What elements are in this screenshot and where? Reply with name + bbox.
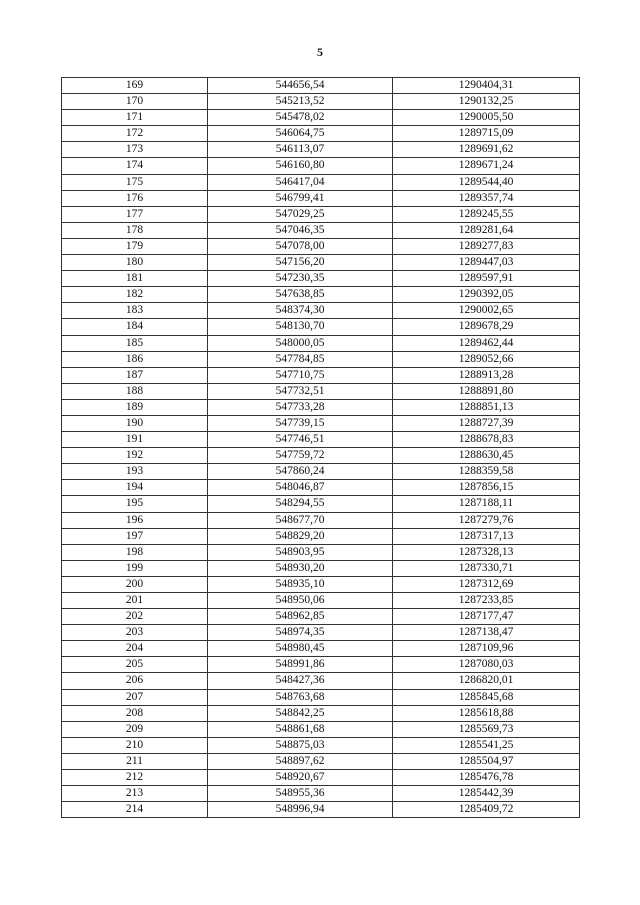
x-coordinate-cell: 547710,75: [208, 367, 393, 383]
point-number-cell: 192: [62, 448, 208, 464]
table-row: [62, 351, 580, 367]
point-number-cell: 191: [62, 432, 208, 448]
table-row: [62, 786, 580, 802]
table-row: [62, 303, 580, 319]
y-coordinate-cell: 1287177,47: [393, 609, 580, 625]
table-row: [62, 271, 580, 287]
x-coordinate-cell: 547739,15: [208, 415, 393, 431]
table-row: [62, 496, 580, 512]
coordinates-table: [61, 77, 580, 818]
table-row: [62, 319, 580, 335]
y-coordinate-cell: 1287109,96: [393, 641, 580, 657]
point-number-cell: 202: [62, 609, 208, 625]
y-coordinate-cell: 1285409,72: [393, 802, 580, 818]
table-row: [62, 737, 580, 753]
x-coordinate-cell: 548930,20: [208, 560, 393, 576]
x-coordinate-cell: 548763,68: [208, 689, 393, 705]
x-coordinate-cell: 548903,95: [208, 544, 393, 560]
y-coordinate-cell: 1290005,50: [393, 110, 580, 126]
page-number: 5: [317, 45, 323, 59]
y-coordinate-cell: 1287330,71: [393, 560, 580, 576]
point-number-cell: 176: [62, 190, 208, 206]
point-number-cell: 205: [62, 657, 208, 673]
point-number-cell: 170: [62, 94, 208, 110]
x-coordinate-cell: 548294,55: [208, 496, 393, 512]
x-coordinate-cell: 547029,25: [208, 206, 393, 222]
x-coordinate-cell: 547733,28: [208, 399, 393, 415]
point-number-cell: 189: [62, 399, 208, 415]
table-row: [62, 432, 580, 448]
table-row: [62, 399, 580, 415]
x-coordinate-cell: 547156,20: [208, 255, 393, 271]
table-row: [62, 480, 580, 496]
x-coordinate-cell: 546064,75: [208, 126, 393, 142]
point-number-cell: 178: [62, 222, 208, 238]
table-row: [62, 238, 580, 254]
point-number-cell: 193: [62, 464, 208, 480]
y-coordinate-cell: 1287279,76: [393, 512, 580, 528]
y-coordinate-cell: 1288851,13: [393, 399, 580, 415]
x-coordinate-cell: 545213,52: [208, 94, 393, 110]
table-row: [62, 576, 580, 592]
x-coordinate-cell: 548974,35: [208, 625, 393, 641]
y-coordinate-cell: 1285569,73: [393, 721, 580, 737]
point-number-cell: 213: [62, 786, 208, 802]
y-coordinate-cell: 1288727,39: [393, 415, 580, 431]
point-number-cell: 214: [62, 802, 208, 818]
y-coordinate-cell: 1289052,66: [393, 351, 580, 367]
point-number-cell: 171: [62, 110, 208, 126]
table-row: [62, 609, 580, 625]
table-row: [62, 174, 580, 190]
x-coordinate-cell: 546113,07: [208, 142, 393, 158]
x-coordinate-cell: 546417,04: [208, 174, 393, 190]
point-number-cell: 183: [62, 303, 208, 319]
point-number-cell: 180: [62, 255, 208, 271]
x-coordinate-cell: 547638,85: [208, 287, 393, 303]
x-coordinate-cell: 548955,36: [208, 786, 393, 802]
point-number-cell: 175: [62, 174, 208, 190]
point-number-cell: 173: [62, 142, 208, 158]
point-number-cell: 181: [62, 271, 208, 287]
x-coordinate-cell: 547860,24: [208, 464, 393, 480]
x-coordinate-cell: 548980,45: [208, 641, 393, 657]
y-coordinate-cell: 1289544,40: [393, 174, 580, 190]
x-coordinate-cell: 548861,68: [208, 721, 393, 737]
table-row: [62, 721, 580, 737]
table-row: [62, 255, 580, 271]
point-number-cell: 190: [62, 415, 208, 431]
point-number-cell: 195: [62, 496, 208, 512]
point-number-cell: 207: [62, 689, 208, 705]
point-number-cell: 209: [62, 721, 208, 737]
y-coordinate-cell: 1285476,78: [393, 770, 580, 786]
x-coordinate-cell: 547746,51: [208, 432, 393, 448]
table-row: [62, 753, 580, 769]
y-coordinate-cell: 1289277,83: [393, 238, 580, 254]
table-row: [62, 126, 580, 142]
y-coordinate-cell: 1289357,74: [393, 190, 580, 206]
y-coordinate-cell: 1290002,65: [393, 303, 580, 319]
point-number-cell: 198: [62, 544, 208, 560]
point-number-cell: 197: [62, 528, 208, 544]
table-row: [62, 367, 580, 383]
x-coordinate-cell: 547784,85: [208, 351, 393, 367]
x-coordinate-cell: 548677,70: [208, 512, 393, 528]
x-coordinate-cell: 548962,85: [208, 609, 393, 625]
y-coordinate-cell: 1289462,44: [393, 335, 580, 351]
table-row: [62, 222, 580, 238]
point-number-cell: 172: [62, 126, 208, 142]
point-number-cell: 169: [62, 78, 208, 94]
table-row: [62, 802, 580, 818]
table-row: [62, 770, 580, 786]
table-row: [62, 625, 580, 641]
y-coordinate-cell: 1289691,62: [393, 142, 580, 158]
point-number-cell: 204: [62, 641, 208, 657]
y-coordinate-cell: 1287138,47: [393, 625, 580, 641]
x-coordinate-cell: 548935,10: [208, 576, 393, 592]
table-row: [62, 110, 580, 126]
table-row: [62, 287, 580, 303]
y-coordinate-cell: 1290132,25: [393, 94, 580, 110]
x-coordinate-cell: 548427,36: [208, 673, 393, 689]
table-row: [62, 78, 580, 94]
table-row: [62, 335, 580, 351]
y-coordinate-cell: 1290404,31: [393, 78, 580, 94]
table-row: [62, 415, 580, 431]
y-coordinate-cell: 1288891,80: [393, 383, 580, 399]
table-row: [62, 593, 580, 609]
point-number-cell: 199: [62, 560, 208, 576]
table-row: [62, 641, 580, 657]
x-coordinate-cell: 548130,70: [208, 319, 393, 335]
point-number-cell: 200: [62, 576, 208, 592]
x-coordinate-cell: 548897,62: [208, 753, 393, 769]
x-coordinate-cell: 547759,72: [208, 448, 393, 464]
y-coordinate-cell: 1289281,64: [393, 222, 580, 238]
table-row: [62, 544, 580, 560]
y-coordinate-cell: 1285845,68: [393, 689, 580, 705]
table-row: [62, 206, 580, 222]
point-number-cell: 196: [62, 512, 208, 528]
table-row: [62, 673, 580, 689]
x-coordinate-cell: 546799,41: [208, 190, 393, 206]
x-coordinate-cell: 548950,06: [208, 593, 393, 609]
point-number-cell: 212: [62, 770, 208, 786]
x-coordinate-cell: 548842,25: [208, 705, 393, 721]
table-row: [62, 190, 580, 206]
y-coordinate-cell: 1289715,09: [393, 126, 580, 142]
table-row: [62, 464, 580, 480]
table-row: [62, 560, 580, 576]
table-row: [62, 94, 580, 110]
point-number-cell: 206: [62, 673, 208, 689]
x-coordinate-cell: 548829,20: [208, 528, 393, 544]
table-row: [62, 657, 580, 673]
point-number-cell: 203: [62, 625, 208, 641]
table-row: [62, 528, 580, 544]
x-coordinate-cell: 546160,80: [208, 158, 393, 174]
y-coordinate-cell: 1287856,15: [393, 480, 580, 496]
point-number-cell: 186: [62, 351, 208, 367]
y-coordinate-cell: 1285618,88: [393, 705, 580, 721]
point-number-cell: 177: [62, 206, 208, 222]
point-number-cell: 179: [62, 238, 208, 254]
y-coordinate-cell: 1288359,58: [393, 464, 580, 480]
y-coordinate-cell: 1285541,25: [393, 737, 580, 753]
y-coordinate-cell: 1287233,85: [393, 593, 580, 609]
x-coordinate-cell: 547078,00: [208, 238, 393, 254]
y-coordinate-cell: 1288913,28: [393, 367, 580, 383]
point-number-cell: 201: [62, 593, 208, 609]
y-coordinate-cell: 1285442,39: [393, 786, 580, 802]
y-coordinate-cell: 1288630,45: [393, 448, 580, 464]
y-coordinate-cell: 1289678,29: [393, 319, 580, 335]
point-number-cell: 182: [62, 287, 208, 303]
table-row: [62, 142, 580, 158]
x-coordinate-cell: 547230,35: [208, 271, 393, 287]
point-number-cell: 185: [62, 335, 208, 351]
y-coordinate-cell: 1287080,03: [393, 657, 580, 673]
y-coordinate-cell: 1289597,91: [393, 271, 580, 287]
y-coordinate-cell: 1289671,24: [393, 158, 580, 174]
y-coordinate-cell: 1287328,13: [393, 544, 580, 560]
x-coordinate-cell: 547732,51: [208, 383, 393, 399]
table-row: [62, 158, 580, 174]
x-coordinate-cell: 548374,30: [208, 303, 393, 319]
point-number-cell: 188: [62, 383, 208, 399]
y-coordinate-cell: 1285504,97: [393, 753, 580, 769]
x-coordinate-cell: 548875,03: [208, 737, 393, 753]
y-coordinate-cell: 1287312,69: [393, 576, 580, 592]
x-coordinate-cell: 548046,87: [208, 480, 393, 496]
table-row: [62, 689, 580, 705]
x-coordinate-cell: 544656,54: [208, 78, 393, 94]
y-coordinate-cell: 1288678,83: [393, 432, 580, 448]
point-number-cell: 184: [62, 319, 208, 335]
y-coordinate-cell: 1290392,05: [393, 287, 580, 303]
y-coordinate-cell: 1289447,03: [393, 255, 580, 271]
table-row: [62, 383, 580, 399]
point-number-cell: 174: [62, 158, 208, 174]
table-row: [62, 512, 580, 528]
y-coordinate-cell: 1287317,13: [393, 528, 580, 544]
table-row: [62, 705, 580, 721]
x-coordinate-cell: 548996,94: [208, 802, 393, 818]
x-coordinate-cell: 548920,67: [208, 770, 393, 786]
y-coordinate-cell: 1289245,55: [393, 206, 580, 222]
y-coordinate-cell: 1286820,01: [393, 673, 580, 689]
point-number-cell: 211: [62, 753, 208, 769]
point-number-cell: 210: [62, 737, 208, 753]
table-row: [62, 448, 580, 464]
x-coordinate-cell: 548991,86: [208, 657, 393, 673]
x-coordinate-cell: 548000,05: [208, 335, 393, 351]
x-coordinate-cell: 545478,02: [208, 110, 393, 126]
point-number-cell: 194: [62, 480, 208, 496]
coordinates-table-body: [62, 78, 580, 818]
y-coordinate-cell: 1287188,11: [393, 496, 580, 512]
x-coordinate-cell: 547046,35: [208, 222, 393, 238]
point-number-cell: 208: [62, 705, 208, 721]
point-number-cell: 187: [62, 367, 208, 383]
